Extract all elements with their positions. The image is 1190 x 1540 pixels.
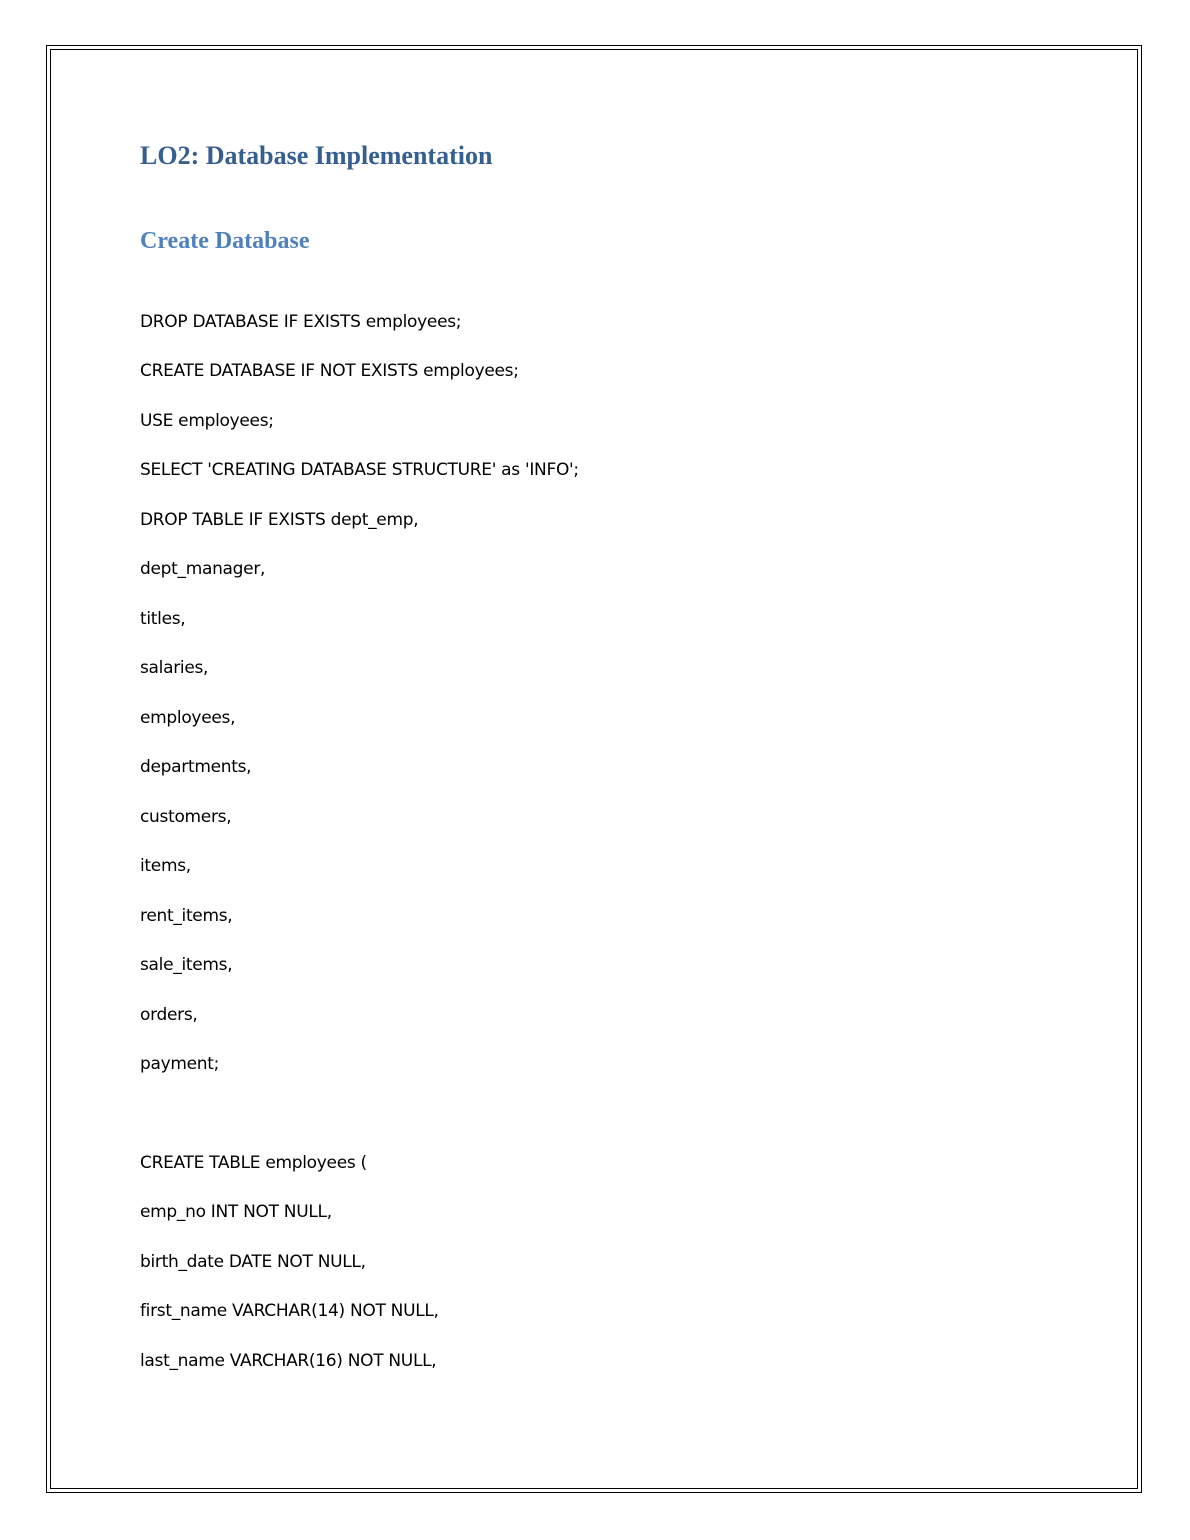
code-line: sale_items, [140,955,233,975]
code-line: rent_items, [140,906,233,926]
code-line: items, [140,856,191,876]
code-line: CREATE DATABASE IF NOT EXISTS employees; [140,361,519,381]
code-line: employees, [140,708,236,728]
code-line: first_name VARCHAR(14) NOT NULL, [140,1301,439,1321]
subsection-heading: Create Database [140,228,310,254]
code-line: departments, [140,757,252,777]
code-line: orders, [140,1005,198,1025]
code-line: birth_date DATE NOT NULL, [140,1252,366,1272]
code-line: SELECT 'CREATING DATABASE STRUCTURE' as 'INFO'; [140,460,579,480]
code-line: DROP TABLE IF EXISTS dept_emp, [140,510,419,530]
code-line: CREATE TABLE employees ( [140,1153,367,1173]
code-line: USE employees; [140,411,274,431]
code-line: dept_manager, [140,559,266,579]
code-line: titles, [140,609,186,629]
code-line: customers, [140,807,232,827]
code-line: DROP DATABASE IF EXISTS employees; [140,312,462,332]
code-line: salaries, [140,658,209,678]
code-line: last_name VARCHAR(16) NOT NULL, [140,1351,437,1371]
code-line: payment; [140,1054,220,1074]
section-heading: LO2: Database Implementation [140,141,493,170]
code-line: emp_no INT NOT NULL, [140,1202,332,1222]
